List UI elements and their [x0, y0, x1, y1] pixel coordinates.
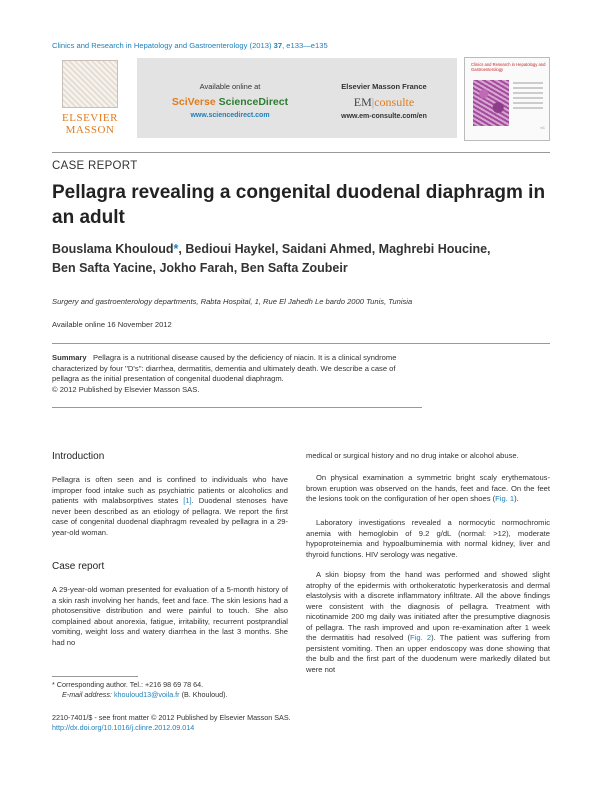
available-online-label: Available online at — [199, 82, 261, 91]
intro-text-b: . Duodenal stenoses have never been described as an etiology of pellagra. We report the first case of congenital duodenal diaphragm revealed by pellagra in a 29-year-old woman. — [52, 496, 288, 537]
journal-citation[interactable] — [52, 41, 328, 50]
sciverse-word: SciVerse — [171, 96, 216, 108]
em-consulte-link[interactable]: www.em-consulte.com/en — [341, 113, 427, 120]
doi-link[interactable]: http://dx.doi.org/10.1016/j.clinre.2012.09.014 — [52, 723, 195, 732]
footnote-divider — [52, 676, 138, 677]
journal-name: Clinics and Research in Hepatology and Gastroenterology (2013) — [52, 41, 272, 50]
physical-exam-end: ). — [514, 494, 519, 503]
physical-exam-paragraph — [306, 473, 550, 505]
corresponding-author-footnote — [52, 680, 292, 700]
case-report-paragraph: A 29-year-old woman presented for evaluation of a 5-month history of a skin rash involving her hands, feet and face. The skin lesions had a photosensitive distribution and were painful to touch. She also complained about anorexia, fatigue, irritability, recurrent postprandial vomiting, weight loss and watery diarrhea in the last 3 months. She had no — [52, 585, 288, 647]
sciencedirect-word: ScienceDirect — [218, 96, 289, 108]
footnote-corresponding: Corresponding author. Tel.: +216 98 69 78 64. — [54, 680, 204, 689]
biopsy-text: A skin biopsy from the hand was performed and showed slight atrophy of the epidermis with orthokeratotic hyperkeratosis and dermal elastolysis with a discrete inflammatory infiltrate. All the above findings were consistent with the diagnosis of pellagra. Treatment with nicotinamide 200 mg daily was initiated after the presumptive diagnosis of pellagra. The rash improved and upon re-examination after 1 week the dermatitis had resolved ( — [306, 570, 550, 642]
biopsy-paragraph — [306, 570, 550, 675]
intro-text-a: Pellagra is often seen and is confined to individuals who have improper food intake such as psychiatric patients or alcoholics and patients with malabsorptives states — [52, 475, 288, 505]
summary-label: Summary — [52, 353, 87, 362]
journal-cover-thumbnail[interactable] — [464, 57, 550, 141]
cover-histology-image — [473, 80, 509, 126]
header-divider — [52, 152, 550, 153]
sciverse-sciencedirect-logo — [160, 96, 300, 108]
corresponding-author-link[interactable]: * — [173, 242, 179, 256]
biopsy-text-end: ). The patient was suffering from persistent vomiting. Then an upper endoscopy was done showing that the bulb and the first part of the duodenum were markedly dilated but were not — [306, 633, 551, 674]
journal-volume: 37 — [273, 41, 283, 50]
email-label: E-mail address: — [62, 690, 112, 699]
elsevier-tree-icon — [62, 60, 118, 108]
introduction-heading: Introduction — [52, 451, 105, 462]
right-paragraph-1: medical or surgical history and no drug intake or alcohol abuse. — [306, 451, 519, 460]
summary-copyright: © 2012 Published by Elsevier Masson SAS. — [52, 384, 200, 394]
affiliation: Surgery and gastroenterology departments, Rabta Hospital, 1, Rue El Jahedh Le bardo 2000 Tunis, Tunisia — [52, 297, 413, 306]
figure-1-link[interactable]: Fig. 1 — [495, 494, 515, 503]
issn-line: 2210-7401/$ - see front matter © 2012 Published by Elsevier Masson SAS. — [52, 713, 291, 722]
em-consulte-logo: EM|consulte — [353, 95, 415, 109]
consulte-word: consulte — [374, 95, 415, 109]
first-author: Bouslama Khouloud — [52, 242, 174, 256]
case-report-heading: Case report — [52, 561, 105, 572]
logo-word-masson: MASSON — [65, 124, 115, 136]
title-divider — [52, 343, 550, 344]
available-online-date: Available online 16 November 2012 — [52, 320, 172, 329]
summary-text: Pellagra is a nutritional disease caused by the deficiency of niacin. It is a clinical syndrome characterized by four ''D's'': diarrhea, dermatitis, dementia and ultimately death. We describe a case of pellagra as the initial presentation of congenital duodenal diaphragm. — [52, 353, 397, 384]
cover-title: Clinics and Research in Hepatology and Gastroenterology — [471, 62, 546, 72]
figure-2-link[interactable]: Fig. 2 — [410, 633, 432, 642]
reference-1-link[interactable]: [1] — [183, 496, 192, 505]
introduction-paragraph — [52, 475, 288, 538]
physical-exam-text: On physical examination a symmetric bright scaly erythematous-brown eruption was observed on the hands, feet and face. On the feet the lesions took on the configuration of her open shoes ( — [306, 473, 550, 503]
authors-line2: Ben Safta Yacine, Jokho Farah, Ben Safta Zoubeir — [52, 261, 348, 275]
elsevier-masson-france-label: Elsevier Masson France — [341, 82, 427, 91]
article-type: CASE REPORT — [52, 160, 138, 172]
laboratory-paragraph: Laboratory investigations revealed a normocytic normochromic anemia with hemoglobin of 9.2 g/dL (normal: >12), moderate hypoproteinemia and hypoalbuminemia with normal kidney, liver and thyroid functions. HIV serology was negative. — [306, 518, 550, 559]
em-word: EM — [353, 95, 372, 109]
bottom-matter — [52, 713, 352, 733]
sciencedirect-link[interactable]: www.sciencedirect.com — [190, 112, 270, 119]
summary-abstract — [52, 353, 422, 395]
article-title: Pellagra revealing a congenital duodenal diaphragm in an adult — [52, 182, 546, 228]
summary-divider — [52, 407, 422, 408]
journal-pages: , e133—e135 — [282, 41, 328, 50]
cover-page-mark: e1 — [540, 125, 545, 130]
logo-word-elsevier: ELSEVIER — [62, 112, 118, 124]
elsevier-masson-logo — [52, 60, 128, 140]
footnote-star: * — [52, 680, 55, 689]
email-link[interactable]: khouloud13@voila.fr — [113, 690, 180, 699]
author-list — [52, 240, 552, 278]
email-rest: (B. Khouloud). — [179, 690, 228, 699]
cover-text-lines — [513, 82, 543, 112]
authors-line1-rest: , Bedioui Haykel, Saidani Ahmed, Maghrebi Houcine, — [178, 242, 491, 256]
